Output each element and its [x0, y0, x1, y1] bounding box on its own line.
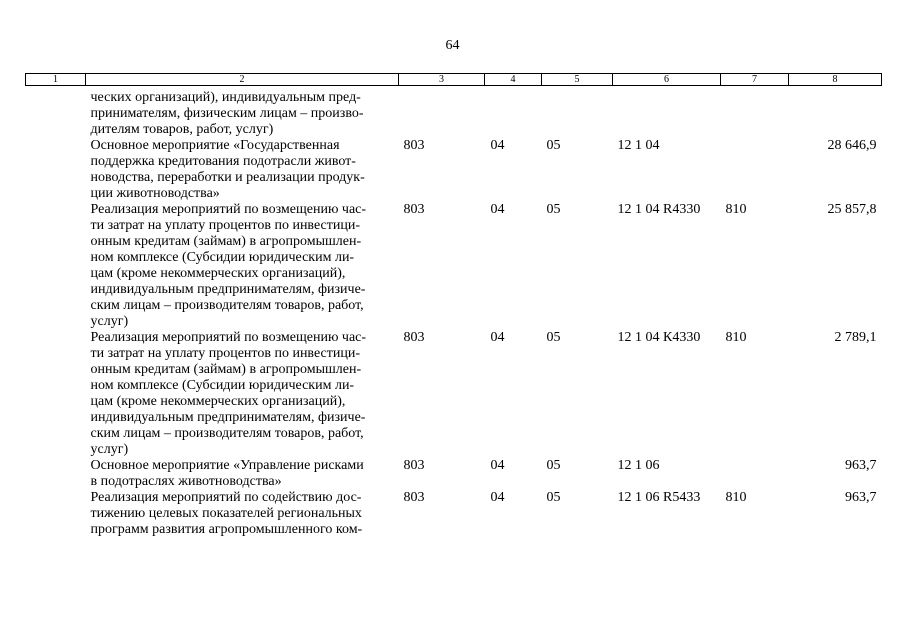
- admin-code-cell: 803: [403, 202, 425, 217]
- expense-type-cell: 810: [725, 490, 747, 505]
- section-cell: 04: [490, 138, 505, 153]
- table-row: [26, 202, 882, 330]
- table-row: [26, 458, 882, 490]
- amount-cell: 25 857,8: [827, 202, 877, 217]
- table-row: [26, 86, 882, 139]
- amount-cell: 2 789,1: [834, 330, 877, 345]
- header-col-6: 6: [613, 74, 721, 86]
- section-cell: 04: [490, 490, 505, 505]
- page-number: 64: [445, 38, 460, 53]
- row-number-cell: [26, 458, 86, 490]
- target-article-cell: [613, 86, 721, 139]
- header-col-4: 4: [485, 74, 542, 86]
- subsection-cell: 05: [546, 138, 561, 153]
- row-number-cell: [26, 490, 86, 538]
- row-number-cell: [26, 202, 86, 330]
- description-cell: Реализация мероприятий по возмещению час- ти затрат на уплату процентов по инвестици- онным кредитам (займам) в агропромышлен- ном комплексе (Субсидии юридическим ли- цам (кроме некоммерческих организаций), индивидуальным предпринимателям, физиче- ским лицам – производителям товаров, работ, услуг): [90, 202, 367, 329]
- subsection-cell: 05: [546, 490, 561, 505]
- admin-code-cell: 803: [403, 138, 425, 153]
- header-col-3: 3: [399, 74, 485, 86]
- table-row: [26, 138, 882, 202]
- section-cell: 04: [490, 202, 505, 217]
- expense-type-cell: 810: [725, 202, 747, 217]
- table-row: [26, 330, 882, 458]
- header-col-8: 8: [789, 74, 882, 86]
- table-row: [26, 490, 882, 538]
- header-col-5: 5: [542, 74, 613, 86]
- expense-type-cell: 810: [725, 330, 747, 345]
- section-cell: [485, 86, 542, 139]
- expense-type-cell: [721, 138, 789, 202]
- subsection-cell: 05: [546, 458, 561, 473]
- description-cell: Основное мероприятие «Управление рисками в подотраслях животноводства»: [90, 458, 364, 489]
- section-cell: 04: [490, 330, 505, 345]
- subsection-cell: [542, 86, 613, 139]
- header-col-7: 7: [721, 74, 789, 86]
- row-number-cell: [26, 138, 86, 202]
- row-number-cell: [26, 330, 86, 458]
- subsection-cell: 05: [546, 202, 561, 217]
- admin-code-cell: 803: [403, 458, 425, 473]
- header-col-1: 1: [26, 74, 86, 86]
- amount-cell: 963,7: [845, 458, 877, 473]
- amount-cell: 28 646,9: [827, 138, 877, 153]
- target-article-cell: 12 1 06 R5433: [617, 490, 701, 505]
- description-cell: ческих организаций), индивидуальным пред- принимателям, физическим лицам – произво- дителям товаров, работ, услуг): [90, 90, 364, 137]
- target-article-cell: 12 1 04: [617, 138, 660, 153]
- table-body: [26, 86, 882, 539]
- budget-table: [25, 73, 882, 538]
- target-article-cell: 12 1 06: [617, 458, 660, 473]
- table-header: [26, 74, 882, 86]
- expense-type-cell: [721, 458, 789, 490]
- admin-code-cell: 803: [403, 490, 425, 505]
- header-row: [26, 74, 882, 86]
- description-cell: Реализация мероприятий по содействию дос- тижению целевых показателей региональных программ развития агропромышленного ком-: [90, 490, 363, 537]
- expense-type-cell: [721, 86, 789, 139]
- amount-cell: [789, 86, 882, 139]
- section-cell: 04: [490, 458, 505, 473]
- header-col-2: 2: [86, 74, 399, 86]
- amount-cell: 963,7: [845, 490, 877, 505]
- row-number-cell: [26, 86, 86, 139]
- subsection-cell: 05: [546, 330, 561, 345]
- description-cell: Реализация мероприятий по возмещению час- ти затрат на уплату процентов по инвестици- онным кредитам (займам) в агропромышлен- ном комплексе (Субсидии юридическим ли- цам (кроме некоммерческих организаций), индивидуальным предпринимателям, физиче- ским лицам – производителям товаров, работ, услуг): [90, 330, 367, 457]
- admin-code-cell: 803: [403, 330, 425, 345]
- target-article-cell: 12 1 04 К4330: [617, 330, 701, 345]
- admin-code-cell: [399, 86, 485, 139]
- target-article-cell: 12 1 04 R4330: [617, 202, 701, 217]
- description-cell: Основное мероприятие «Государственная поддержка кредитования подотрасли живот- новодства, переработки и реализации продук- ции животноводства»: [90, 138, 365, 201]
